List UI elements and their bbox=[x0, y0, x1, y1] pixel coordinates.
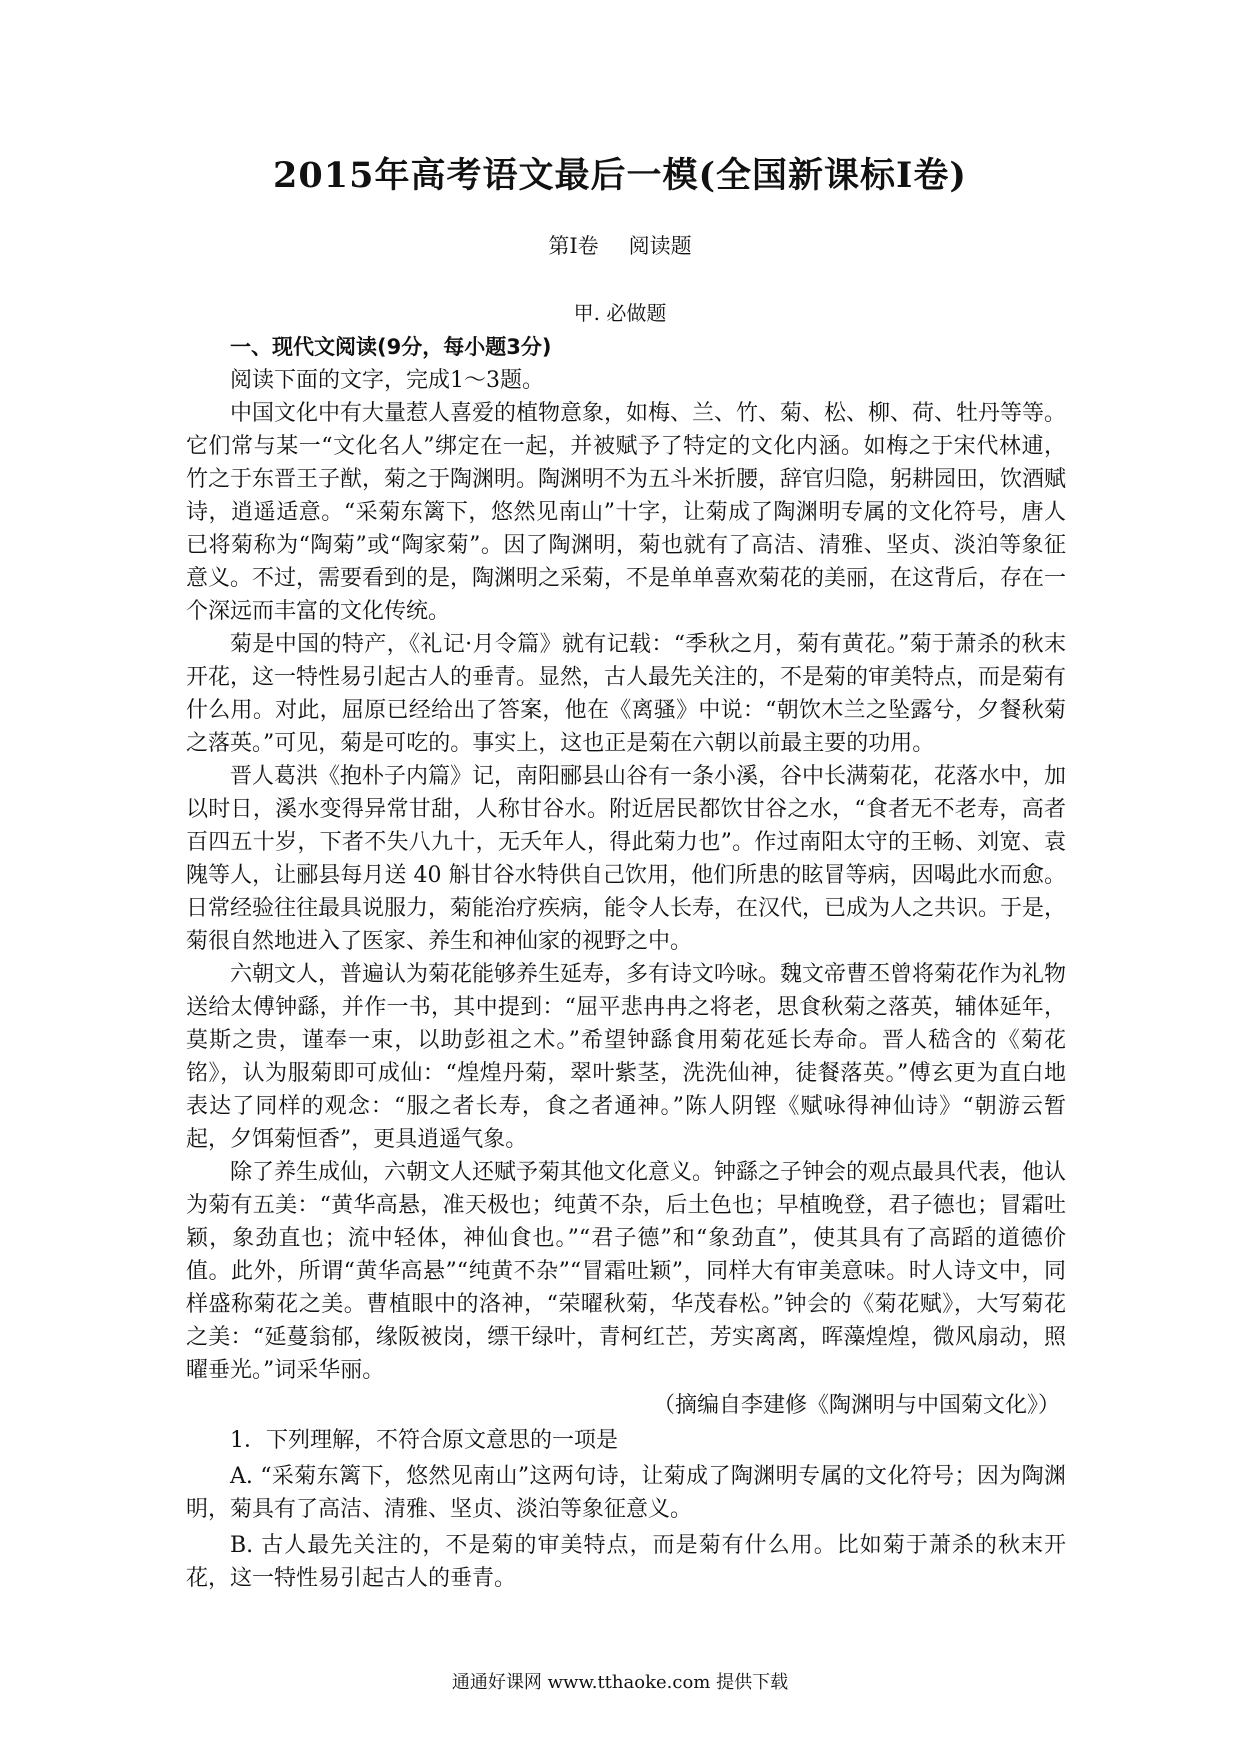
question-stem: 1．下列理解，不符合原文意思的一项是 bbox=[230, 1428, 618, 1453]
footer-watermark: 通通好课网 www.tthaoke.com 提供下载 bbox=[451, 1672, 789, 1693]
paragraph: 中国文化中有大量惹人喜爱的植物意象，如梅、兰、竹、菊、松、柳、荷、牡丹等等。它们常与某一“文化名人”绑定在一起，并被赋予了特定的文化内涵。如梅之于宋代林逋，竹之于东晋王子猷，菊之于陶渊明。陶渊明不为五斗米折腰，辞官归隐，躬耕园田，饮酒赋诗，逍遥适意。“采菊东篱下，悠然见南山”十字，让菊成了陶渊明专属的文化符号，唐人已将菊称为“陶菊”或“陶家菊”。因了陶渊明，菊也就有了高洁、清雅、坚贞、淡泊等象征意义。不过，需要看到的是，陶渊明之采菊，不是单单喜欢菊花的美丽，在这背后，存在一个深远而丰富的文化传统。 bbox=[186, 401, 1067, 624]
part-label: 第Ⅰ卷 bbox=[548, 234, 599, 258]
sub-heading: 甲. 必做题 bbox=[573, 301, 667, 325]
paragraph: 除了养生成仙，六朝文人还赋予菊其他文化意义。钟繇之子钟会的观点最具代表，他认为菊有五美：“黄华高悬，准天极也；纯黄不杂，后土色也；早植晚登，君子德也；冒霜吐颖，象劲直也；流中轻体，神仙食也。”“君子德”和“象劲直”，使其具有了高蹈的道德价值。此外，所谓“黄华高悬”“纯黄不杂”“冒霜吐颖”，同样大有审美意味。时人诗文中，同样盛称菊花之美。曹植眼中的洛神，“荣曜秋菊，华茂春松。”钟会的《菊花赋》，大写菊花之美：“延蔓翁郁，缘阪被岗，缥干绿叶，青柯红芒，芳实离离，晖藻煌煌，微风扇动，照曜垂光。”词采华丽。 bbox=[186, 1160, 1067, 1383]
option-a: A. “采菊东篱下，悠然见南山”这两句诗，让菊成了陶渊明专属的文化符号；因为陶渊明，菊具有了高洁、清雅、坚贞、淡泊等象征意义。 bbox=[186, 1464, 1066, 1522]
paragraph: 六朝文人，普遍认为菊花能够养生延寿，多有诗文吟咏。魏文帝曹丕曾将菊花作为礼物送给太傅钟繇，并作一书，其中提到：“屈平悲冉冉之将老，思食秋菊之落英，辅体延年，莫斯之贵，谨奉一束，以助彭祖之术。”希望钟繇食用菊花延长寿命。晋人嵇含的《菊花铭》，认为服菊即可成仙：“煌煌丹菊，翠叶紫茎，洗洗仙神，徒餐落英。”傅玄更为直白地表达了同样的观念：“服之者长寿，食之者通神。”陈人阴铿《赋咏得神仙诗》“朝游云暂起，夕饵菊恒香”，更具逍遥气象。 bbox=[186, 962, 1067, 1152]
paragraph: 晋人葛洪《抱朴子内篇》记，南阳郦县山谷有一条小溪，谷中长满菊花，花落水中，加以时日，溪水变得异常甘甜，人称甘谷水。附近居民都饮甘谷之水，“食者无不老寿，高者百四五十岁，下者不失八九十，无夭年人，得此菊力也”。作过南阳太守的王畅、刘宽、袁隗等人，让郦县每月送 40 斛甘谷水特供自己饮用，他们所患的眩冒等病，因喝此水而愈。日常经验往往最具说服力，菊能治疗疾病，能令人长寿，在汉代，已成为人之共识。于是，菊很自然地进入了医家、养生和神仙家的视野之中。 bbox=[186, 764, 1067, 954]
section-title: 一、现代文阅读(9分，每小题3分) bbox=[230, 335, 552, 359]
exam-title: 2015年高考语文最后一模(全国新课标Ⅰ卷) bbox=[273, 155, 967, 196]
reading-section bbox=[186, 331, 1066, 1595]
source-citation: （摘编自李建修《陶渊明与中国菊文化》） bbox=[652, 1393, 1060, 1418]
part-heading bbox=[0, 230, 1240, 260]
paragraph: 菊是中国的特产，《礼记·月令篇》就有记载：“季秋之月，菊有黄花。”菊于萧杀的秋末开花，这一特性易引起古人的垂青。显然，古人最先关注的，不是菊的审美特点，而是菊有什么用。对此，屈原已经给出了答案，他在《离骚》中说：“朝饮木兰之坠露兮，夕餐秋菊之落英。”可见，菊是可吃的。事实上，这也正是菊在六朝以前最主要的功用。 bbox=[186, 632, 1067, 756]
option-b: B. 古人最先关注的，不是菊的审美特点，而是菊有什么用。比如菊于萧杀的秋末开花，这一特性易引起古人的垂青。 bbox=[186, 1533, 1066, 1591]
instruction: 阅读下面的文字，完成1～3题。 bbox=[230, 368, 544, 393]
part-name: 阅读题 bbox=[628, 234, 692, 258]
